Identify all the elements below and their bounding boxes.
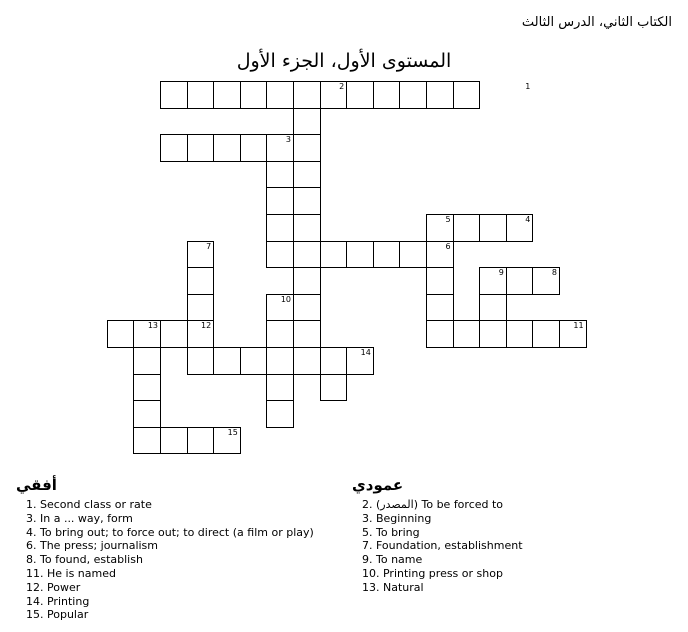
grid-cell[interactable] bbox=[266, 374, 294, 402]
grid-cell[interactable] bbox=[187, 267, 215, 295]
grid-cell[interactable] bbox=[453, 81, 481, 109]
grid-cell[interactable] bbox=[293, 187, 321, 215]
grid-cell[interactable] bbox=[293, 134, 321, 162]
grid-cell[interactable] bbox=[293, 267, 321, 295]
grid-cell[interactable] bbox=[320, 241, 348, 269]
down-clue: 3. Beginning bbox=[362, 511, 432, 525]
grid-cell[interactable] bbox=[187, 347, 215, 375]
grid-cell[interactable] bbox=[133, 400, 161, 428]
grid-cell[interactable] bbox=[453, 214, 481, 242]
down-clue: 9. To name bbox=[362, 553, 423, 567]
grid-cell[interactable] bbox=[399, 81, 427, 109]
across-clue: 6. The press; journalism bbox=[26, 539, 158, 553]
clue-number: 15 bbox=[227, 427, 238, 437]
grid-cell[interactable] bbox=[160, 134, 188, 162]
grid-cell[interactable] bbox=[293, 241, 321, 269]
grid-cell[interactable] bbox=[240, 134, 268, 162]
across-clue: 4. To bring out; to force out; to direct (a film or play) bbox=[26, 525, 314, 539]
grid-cell[interactable] bbox=[240, 347, 268, 375]
grid-cell[interactable] bbox=[479, 294, 507, 322]
grid-cell[interactable] bbox=[266, 347, 294, 375]
grid-cell[interactable] bbox=[293, 320, 321, 348]
grid-cell[interactable] bbox=[346, 241, 374, 269]
grid-cell[interactable] bbox=[213, 81, 241, 109]
grid-cell[interactable] bbox=[266, 214, 294, 242]
down-clue: 13. Natural bbox=[362, 580, 424, 594]
grid-cell[interactable] bbox=[107, 320, 135, 348]
clue-number: 11 bbox=[573, 321, 584, 331]
grid-cell[interactable] bbox=[426, 81, 454, 109]
clue-number: 10 bbox=[280, 294, 291, 304]
clue-number: 13 bbox=[147, 321, 158, 331]
clue-number: 12 bbox=[201, 321, 212, 331]
down-clue: 7. Foundation, establishment bbox=[362, 539, 523, 553]
grid-cell[interactable] bbox=[479, 320, 507, 348]
grid-cell[interactable] bbox=[266, 161, 294, 189]
grid-cell[interactable] bbox=[187, 134, 215, 162]
clue-number: 5 bbox=[445, 215, 451, 224]
grid-cell[interactable] bbox=[293, 161, 321, 189]
grid-cell[interactable] bbox=[133, 347, 161, 375]
grid-cell[interactable] bbox=[399, 241, 427, 269]
page-title: المستوى الأول، الجزء الأول bbox=[236, 50, 452, 72]
grid-cell[interactable] bbox=[293, 294, 321, 322]
clue-number: 6 bbox=[445, 241, 451, 251]
grid-cell[interactable] bbox=[426, 320, 454, 348]
across-clue: 15. Popular bbox=[26, 608, 89, 622]
grid-cell[interactable] bbox=[266, 400, 294, 428]
grid-cell[interactable] bbox=[160, 81, 188, 109]
across-clue: 11. He is named bbox=[26, 566, 116, 580]
clue-number: 8 bbox=[551, 268, 557, 278]
grid-cell[interactable] bbox=[506, 320, 534, 348]
across-clue-list bbox=[26, 498, 314, 622]
grid-cell[interactable] bbox=[479, 214, 507, 242]
grid-cell[interactable] bbox=[532, 320, 560, 348]
grid-cell[interactable] bbox=[293, 81, 321, 109]
grid-cell[interactable] bbox=[160, 427, 188, 455]
grid-cell[interactable] bbox=[373, 81, 401, 109]
down-clue: 5. To bring bbox=[362, 525, 420, 539]
grid-cell[interactable] bbox=[266, 320, 294, 348]
grid-cell[interactable] bbox=[160, 320, 188, 348]
down-clue: 2. (المصدر) To be forced to bbox=[362, 498, 504, 511]
grid-cell[interactable] bbox=[453, 320, 481, 348]
down-clue-list bbox=[362, 498, 523, 595]
grid-cell[interactable] bbox=[426, 294, 454, 322]
grid-cell[interactable] bbox=[133, 374, 161, 402]
grid-cell[interactable] bbox=[293, 214, 321, 242]
grid-cell[interactable] bbox=[320, 347, 348, 375]
grid-cell[interactable] bbox=[266, 187, 294, 215]
grid-cell[interactable] bbox=[213, 347, 241, 375]
across-clue: 3. In a ... way, form bbox=[26, 511, 133, 525]
grid-cell[interactable] bbox=[266, 241, 294, 269]
across-clue: 14. Printing bbox=[26, 594, 90, 608]
grid-cell[interactable] bbox=[426, 267, 454, 295]
grid-cell[interactable] bbox=[240, 81, 268, 109]
across-heading: أفقي bbox=[16, 476, 57, 494]
across-clue: 8. To found, establish bbox=[26, 553, 143, 567]
grid-cell[interactable] bbox=[320, 374, 348, 402]
lesson-label: الكتاب الثاني، الدرس الثالث bbox=[521, 15, 672, 30]
clue-number: 1 bbox=[525, 82, 531, 91]
grid-cell[interactable] bbox=[133, 427, 161, 455]
across-clue: 12. Power bbox=[26, 580, 81, 594]
down-clue: 10. Printing press or shop bbox=[362, 566, 503, 580]
grid-cell[interactable] bbox=[187, 294, 215, 322]
clue-number: 3 bbox=[285, 135, 291, 145]
grid-cell[interactable] bbox=[187, 427, 215, 455]
grid-cell[interactable] bbox=[506, 267, 534, 295]
clue-number: 9 bbox=[498, 268, 504, 278]
grid-cell[interactable] bbox=[373, 241, 401, 269]
grid-cell[interactable] bbox=[187, 81, 215, 109]
down-heading: عمودي bbox=[352, 476, 404, 494]
grid-cell[interactable] bbox=[213, 134, 241, 162]
grid-cell[interactable] bbox=[293, 108, 321, 136]
grid-cell[interactable] bbox=[266, 81, 294, 109]
clue-number: 4 bbox=[525, 215, 531, 224]
clue-number: 14 bbox=[360, 348, 371, 357]
clue-number: 2 bbox=[339, 82, 345, 91]
clue-number: 7 bbox=[206, 241, 212, 251]
grid-cell[interactable] bbox=[293, 347, 321, 375]
grid-cell[interactable] bbox=[346, 81, 374, 109]
across-clue: 1. Second class or rate bbox=[26, 498, 152, 511]
